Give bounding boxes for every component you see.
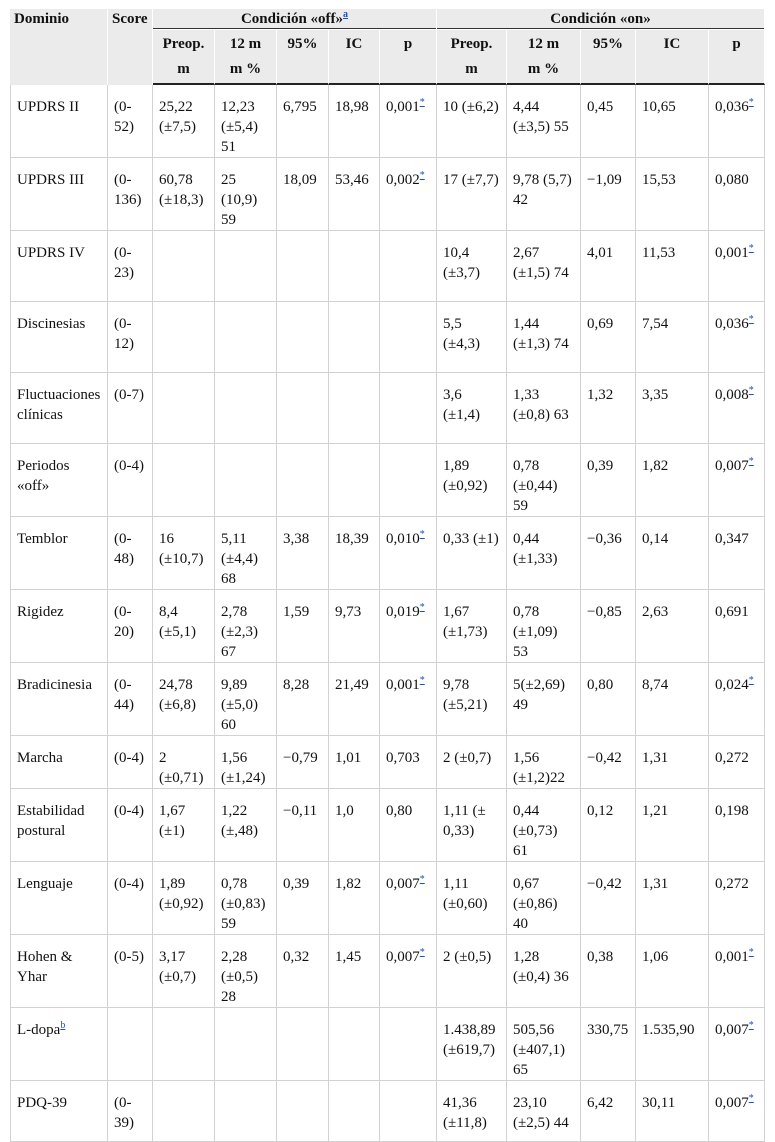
significance-footnote-link[interactable]: *	[748, 1020, 754, 1031]
cell-score: (0-44)	[108, 663, 153, 736]
results-table	[10, 9, 765, 1142]
significance-footnote-link[interactable]: *	[748, 947, 754, 958]
cell-off-ic: 1,0	[329, 789, 380, 862]
cell-off-ic	[329, 1081, 380, 1142]
cell-on-p	[709, 444, 765, 517]
p-value: 0,272	[715, 876, 749, 892]
header-off-blank-2	[329, 59, 380, 85]
cell-on-ci: −0,85	[581, 590, 636, 663]
significance-footnote-link[interactable]: *	[419, 170, 425, 181]
cell-score: (0-4)	[108, 444, 153, 517]
cell-on-preop: 1.438,89 (±619,7)	[437, 1008, 507, 1081]
cell-dominio	[10, 302, 108, 373]
table-row	[10, 158, 765, 231]
cell-on-preop: 2 (±0,5)	[437, 935, 507, 1008]
cell-on-preop: 41,36 (±11,8)	[437, 1081, 507, 1142]
header-off-preop-m: m	[153, 59, 215, 85]
p-value: 0,007	[715, 458, 749, 474]
cell-off-preop: 3,17 (±0,7)	[153, 935, 215, 1008]
cell-on-12m: 1,28 (±0,4) 36	[507, 935, 581, 1008]
domain-label: Fluctuaciones clínicas	[17, 387, 101, 423]
cell-dominio	[10, 231, 108, 302]
cell-score: (0-5)	[108, 935, 153, 1008]
significance-footnote-link[interactable]: *	[419, 602, 425, 613]
cell-on-12m: 23,10 (±2,5) 44	[507, 1081, 581, 1142]
header-condition-off	[153, 9, 437, 30]
cell-on-12m: 2,67 (±1,5) 74	[507, 231, 581, 302]
cell-off-preop	[153, 1081, 215, 1142]
cell-dominio	[10, 373, 108, 444]
cell-off-p	[380, 373, 437, 444]
table-row	[10, 736, 765, 789]
domain-label: UPDRS III	[17, 172, 85, 188]
cell-on-ic: 11,53	[636, 231, 709, 302]
significance-footnote-link[interactable]: *	[419, 947, 425, 958]
header-score: Score	[108, 9, 153, 85]
table-row	[10, 663, 765, 736]
cell-off-p	[380, 231, 437, 302]
cell-on-ci: 330,75	[581, 1008, 636, 1081]
cell-off-12m: 1,22 (±,48)	[215, 789, 277, 862]
header-on-preop-m: m	[437, 59, 507, 85]
header-off-blank-3	[380, 59, 437, 85]
cell-on-ic: 1,06	[636, 935, 709, 1008]
cell-off-ci: 3,38	[277, 517, 329, 590]
cell-off-p	[380, 789, 437, 862]
cell-off-12m	[215, 373, 277, 444]
cell-off-ic	[329, 373, 380, 444]
cell-on-ci: −0,42	[581, 862, 636, 935]
cell-on-ic: 3,35	[636, 373, 709, 444]
footnote-b-link[interactable]: b	[60, 1020, 66, 1031]
cell-on-12m: 0,44 (±1,33)	[507, 517, 581, 590]
cell-on-ci: 0,69	[581, 302, 636, 373]
header-off-12m: 12 m	[215, 30, 277, 59]
cell-off-ic: 18,98	[329, 85, 380, 158]
footnote-a-link[interactable]: a	[343, 9, 349, 20]
significance-footnote-link[interactable]: *	[748, 675, 754, 686]
header-on-ic: IC	[636, 30, 709, 59]
cell-dominio	[10, 158, 108, 231]
header-on-blank-3	[709, 59, 765, 85]
cell-on-preop: 2 (±0,7)	[437, 736, 507, 789]
cell-score: (0-52)	[108, 85, 153, 158]
domain-label: Periodos «off»	[17, 458, 70, 494]
cell-on-ic: 7,54	[636, 302, 709, 373]
significance-footnote-link[interactable]: *	[748, 385, 754, 396]
cell-off-preop: 25,22 (±7,5)	[153, 85, 215, 158]
p-value: 0,272	[715, 750, 749, 766]
p-value: 0,036	[715, 316, 749, 332]
cell-off-p	[380, 663, 437, 736]
cell-on-p	[709, 663, 765, 736]
cell-off-12m: 12,23 (±5,4) 51	[215, 85, 277, 158]
cell-on-ci: 6,42	[581, 1081, 636, 1142]
header-off-p: p	[380, 30, 437, 59]
domain-label: Lenguaje	[17, 876, 73, 892]
cell-on-p	[709, 231, 765, 302]
cell-on-preop: 9,78 (±5,21)	[437, 663, 507, 736]
cell-off-preop: 1,89 (±0,92)	[153, 862, 215, 935]
cell-off-ic	[329, 1008, 380, 1081]
cell-on-ci: 0,12	[581, 789, 636, 862]
p-value: 0,001	[715, 949, 749, 965]
p-value: 0,036	[715, 99, 749, 115]
cell-off-12m: 1,56 (±1,24)	[215, 736, 277, 789]
cell-on-preop: 5,5 (±4,3)	[437, 302, 507, 373]
domain-label: Hohen & Yhar	[17, 949, 73, 985]
cell-off-ic: 1,01	[329, 736, 380, 789]
cell-off-12m	[215, 1081, 277, 1142]
cell-off-preop	[153, 1008, 215, 1081]
table-row	[10, 1008, 765, 1081]
cell-on-p	[709, 302, 765, 373]
cell-on-ic: 15,53	[636, 158, 709, 231]
cell-on-preop: 10 (±6,2)	[437, 85, 507, 158]
header-condition-off-label: Condición «off»	[240, 11, 344, 27]
p-value: 0,198	[715, 803, 749, 819]
cell-off-ci	[277, 1081, 329, 1142]
table-body	[10, 85, 765, 1142]
cell-on-ci: −0,42	[581, 736, 636, 789]
cell-off-ci	[277, 373, 329, 444]
cell-on-ci: 0,45	[581, 85, 636, 158]
cell-off-12m: 5,11 (±4,4) 68	[215, 517, 277, 590]
cell-on-ci: 1,32	[581, 373, 636, 444]
cell-off-p	[380, 444, 437, 517]
table-header	[10, 9, 765, 85]
significance-footnote-link[interactable]: *	[419, 675, 425, 686]
cell-score: (0-7)	[108, 373, 153, 444]
cell-on-12m: 0,78 (±0,44) 59	[507, 444, 581, 517]
significance-footnote-link[interactable]: *	[748, 1093, 754, 1104]
p-value: 0,80	[386, 803, 413, 819]
cell-on-p	[709, 862, 765, 935]
p-value: 0,019	[386, 604, 420, 620]
cell-dominio	[10, 85, 108, 158]
p-value: 0,080	[715, 172, 749, 188]
cell-off-p	[380, 1081, 437, 1142]
cell-on-12m: 1,56 (±1,2)22	[507, 736, 581, 789]
cell-on-ic: 10,65	[636, 85, 709, 158]
cell-dominio	[10, 1081, 108, 1142]
domain-label: Rigidez	[17, 604, 64, 620]
cell-off-ci: 18,09	[277, 158, 329, 231]
cell-on-12m: 1,44 (±1,3) 74	[507, 302, 581, 373]
cell-on-ic: 1,31	[636, 862, 709, 935]
cell-dominio	[10, 590, 108, 663]
cell-off-12m	[215, 231, 277, 302]
cell-dominio	[10, 444, 108, 517]
cell-off-12m	[215, 444, 277, 517]
domain-label: Discinesias	[17, 316, 86, 332]
p-value: 0,347	[715, 531, 749, 547]
header-off-preop: Preop.	[153, 30, 215, 59]
header-on-95: 95%	[581, 30, 636, 59]
table-row	[10, 302, 765, 373]
cell-off-preop: 60,78 (±18,3)	[153, 158, 215, 231]
cell-score: (0-4)	[108, 862, 153, 935]
cell-on-preop: 1,89 (±0,92)	[437, 444, 507, 517]
p-value: 0,001	[386, 677, 420, 693]
cell-on-p	[709, 935, 765, 1008]
domain-label: L-dopa	[17, 1022, 61, 1038]
cell-on-ic: 0,14	[636, 517, 709, 590]
cell-off-preop: 1,67 (±1)	[153, 789, 215, 862]
header-on-p: p	[709, 30, 765, 59]
header-off-12m-pct: m %	[215, 59, 277, 85]
significance-footnote-link[interactable]: *	[419, 529, 425, 540]
cell-on-ic: 1,31	[636, 736, 709, 789]
cell-score: (0-136)	[108, 158, 153, 231]
cell-off-ci: −0,79	[277, 736, 329, 789]
cell-dominio	[10, 862, 108, 935]
header-on-12m: 12 m	[507, 30, 581, 59]
cell-on-ic: 8,74	[636, 663, 709, 736]
cell-off-ic	[329, 444, 380, 517]
cell-off-12m	[215, 302, 277, 373]
p-value: 0,001	[715, 245, 749, 261]
header-off-95: 95%	[277, 30, 329, 59]
cell-on-preop: 1,11 (± 0,33)	[437, 789, 507, 862]
cell-off-preop	[153, 231, 215, 302]
cell-off-p	[380, 1008, 437, 1081]
cell-score: (0-39)	[108, 1081, 153, 1142]
cell-off-12m: 0,78 (±0,83) 59	[215, 862, 277, 935]
significance-footnote-link[interactable]: *	[748, 243, 754, 254]
cell-dominio	[10, 1008, 108, 1081]
cell-off-preop	[153, 373, 215, 444]
cell-on-ci: −0,36	[581, 517, 636, 590]
header-on-blank-1	[581, 59, 636, 85]
header-off-ic: IC	[329, 30, 380, 59]
cell-off-p	[380, 935, 437, 1008]
cell-off-ic: 53,46	[329, 158, 380, 231]
cell-off-ic: 21,49	[329, 663, 380, 736]
cell-off-preop: 16 (±10,7)	[153, 517, 215, 590]
cell-on-p	[709, 736, 765, 789]
p-value: 0,007	[386, 876, 420, 892]
header-dominio: Dominio	[10, 9, 108, 85]
domain-label: UPDRS II	[17, 99, 80, 115]
domain-label: Estabilidad postural	[17, 803, 85, 839]
header-condition-on: Condición «on»	[437, 9, 765, 30]
domain-label: Marcha	[17, 750, 63, 766]
cell-off-ci: −0,11	[277, 789, 329, 862]
p-value: 0,703	[386, 750, 420, 766]
cell-on-12m: 1,33 (±0,8) 63	[507, 373, 581, 444]
cell-score: (0-20)	[108, 590, 153, 663]
cell-off-ic: 9,73	[329, 590, 380, 663]
header-on-12m-pct: m %	[507, 59, 581, 85]
cell-dominio	[10, 663, 108, 736]
cell-off-preop: 8,4 (±5,1)	[153, 590, 215, 663]
cell-score: (0-23)	[108, 231, 153, 302]
p-value: 0,007	[715, 1022, 749, 1038]
cell-on-p	[709, 1008, 765, 1081]
cell-off-ci	[277, 302, 329, 373]
cell-off-preop: 24,78 (±6,8)	[153, 663, 215, 736]
cell-on-12m: 4,44 (±3,5) 55	[507, 85, 581, 158]
cell-off-12m: 2,28 (±0,5) 28	[215, 935, 277, 1008]
cell-on-ic: 1.535,90	[636, 1008, 709, 1081]
cell-off-ic	[329, 231, 380, 302]
cell-on-p	[709, 1081, 765, 1142]
cell-dominio	[10, 736, 108, 789]
cell-off-ci: 1,59	[277, 590, 329, 663]
cell-on-p	[709, 789, 765, 862]
p-value: 0,008	[715, 387, 749, 403]
cell-on-preop: 17 (±7,7)	[437, 158, 507, 231]
cell-off-ic: 18,39	[329, 517, 380, 590]
cell-off-p	[380, 590, 437, 663]
cell-off-12m: 2,78 (±2,3) 67	[215, 590, 277, 663]
cell-off-preop: 2 (±0,71)	[153, 736, 215, 789]
cell-off-ic: 1,82	[329, 862, 380, 935]
cell-on-p	[709, 373, 765, 444]
cell-off-ci: 0,39	[277, 862, 329, 935]
cell-on-12m: 0,44 (±0,73) 61	[507, 789, 581, 862]
significance-footnote-link[interactable]: *	[748, 97, 754, 108]
cell-on-preop: 10,4 (±3,7)	[437, 231, 507, 302]
cell-off-ci	[277, 1008, 329, 1081]
domain-label: PDQ-39	[17, 1095, 68, 1111]
cell-on-12m: 0,78 (±1,09) 53	[507, 590, 581, 663]
cell-on-p	[709, 158, 765, 231]
cell-off-p	[380, 862, 437, 935]
cell-on-ci: −1,09	[581, 158, 636, 231]
table-row	[10, 590, 765, 663]
header-on-blank-2	[636, 59, 709, 85]
cell-on-ci: 4,01	[581, 231, 636, 302]
cell-score	[108, 1008, 153, 1081]
p-value: 0,691	[715, 604, 749, 620]
table-row	[10, 231, 765, 302]
table-row	[10, 789, 765, 862]
cell-off-ic: 1,45	[329, 935, 380, 1008]
cell-off-ci: 0,32	[277, 935, 329, 1008]
cell-on-12m: 505,56 (±407,1) 65	[507, 1008, 581, 1081]
significance-footnote-link[interactable]: *	[419, 874, 425, 885]
cell-on-preop: 0,33 (±1)	[437, 517, 507, 590]
cell-on-12m: 0,67 (±0,86) 40	[507, 862, 581, 935]
cell-on-ic: 1,21	[636, 789, 709, 862]
cell-off-preop	[153, 444, 215, 517]
table-row	[10, 935, 765, 1008]
significance-footnote-link[interactable]: *	[419, 97, 425, 108]
table-row	[10, 85, 765, 158]
table-row	[10, 444, 765, 517]
cell-off-p	[380, 517, 437, 590]
cell-off-p	[380, 302, 437, 373]
p-value: 0,007	[386, 949, 420, 965]
cell-score: (0-48)	[108, 517, 153, 590]
cell-off-ic	[329, 302, 380, 373]
cell-off-12m: 25 (10,9) 59	[215, 158, 277, 231]
cell-score: (0-12)	[108, 302, 153, 373]
cell-dominio	[10, 517, 108, 590]
cell-off-12m	[215, 1008, 277, 1081]
cell-on-ci: 0,38	[581, 935, 636, 1008]
p-value: 0,001	[386, 99, 420, 115]
cell-off-p	[380, 736, 437, 789]
cell-off-preop	[153, 302, 215, 373]
cell-on-ic: 1,82	[636, 444, 709, 517]
cell-off-ci	[277, 444, 329, 517]
cell-off-p	[380, 85, 437, 158]
cell-off-ci: 6,795	[277, 85, 329, 158]
cell-on-ci: 0,39	[581, 444, 636, 517]
header-on-preop: Preop.	[437, 30, 507, 59]
cell-on-preop: 3,6 (±1,4)	[437, 373, 507, 444]
cell-on-p	[709, 85, 765, 158]
p-value: 0,007	[715, 1095, 749, 1111]
cell-on-p	[709, 517, 765, 590]
cell-off-12m: 9,89 (±5,0) 60	[215, 663, 277, 736]
cell-on-12m: 5(±2,69) 49	[507, 663, 581, 736]
p-value: 0,002	[386, 172, 420, 188]
header-off-blank-1	[277, 59, 329, 85]
cell-dominio	[10, 935, 108, 1008]
domain-label: Temblor	[17, 531, 68, 547]
cell-off-p	[380, 158, 437, 231]
results-table-container	[10, 9, 765, 1142]
cell-score: (0-4)	[108, 789, 153, 862]
table-row	[10, 373, 765, 444]
cell-on-ic: 30,11	[636, 1081, 709, 1142]
table-row	[10, 1081, 765, 1142]
cell-on-ic: 2,63	[636, 590, 709, 663]
significance-footnote-link[interactable]: *	[748, 314, 754, 325]
significance-footnote-link[interactable]: *	[748, 456, 754, 467]
cell-off-ci	[277, 231, 329, 302]
domain-label: UPDRS IV	[17, 245, 85, 261]
cell-dominio	[10, 789, 108, 862]
table-row	[10, 517, 765, 590]
cell-on-ci: 0,80	[581, 663, 636, 736]
cell-score: (0-4)	[108, 736, 153, 789]
cell-on-preop: 1,11 (±0,60)	[437, 862, 507, 935]
cell-on-12m: 9,78 (5,7) 42	[507, 158, 581, 231]
cell-on-preop: 1,67 (±1,73)	[437, 590, 507, 663]
table-row	[10, 862, 765, 935]
p-value: 0,024	[715, 677, 749, 693]
p-value: 0,010	[386, 531, 420, 547]
domain-label: Bradicinesia	[17, 677, 92, 693]
cell-off-ci: 8,28	[277, 663, 329, 736]
cell-on-p	[709, 590, 765, 663]
